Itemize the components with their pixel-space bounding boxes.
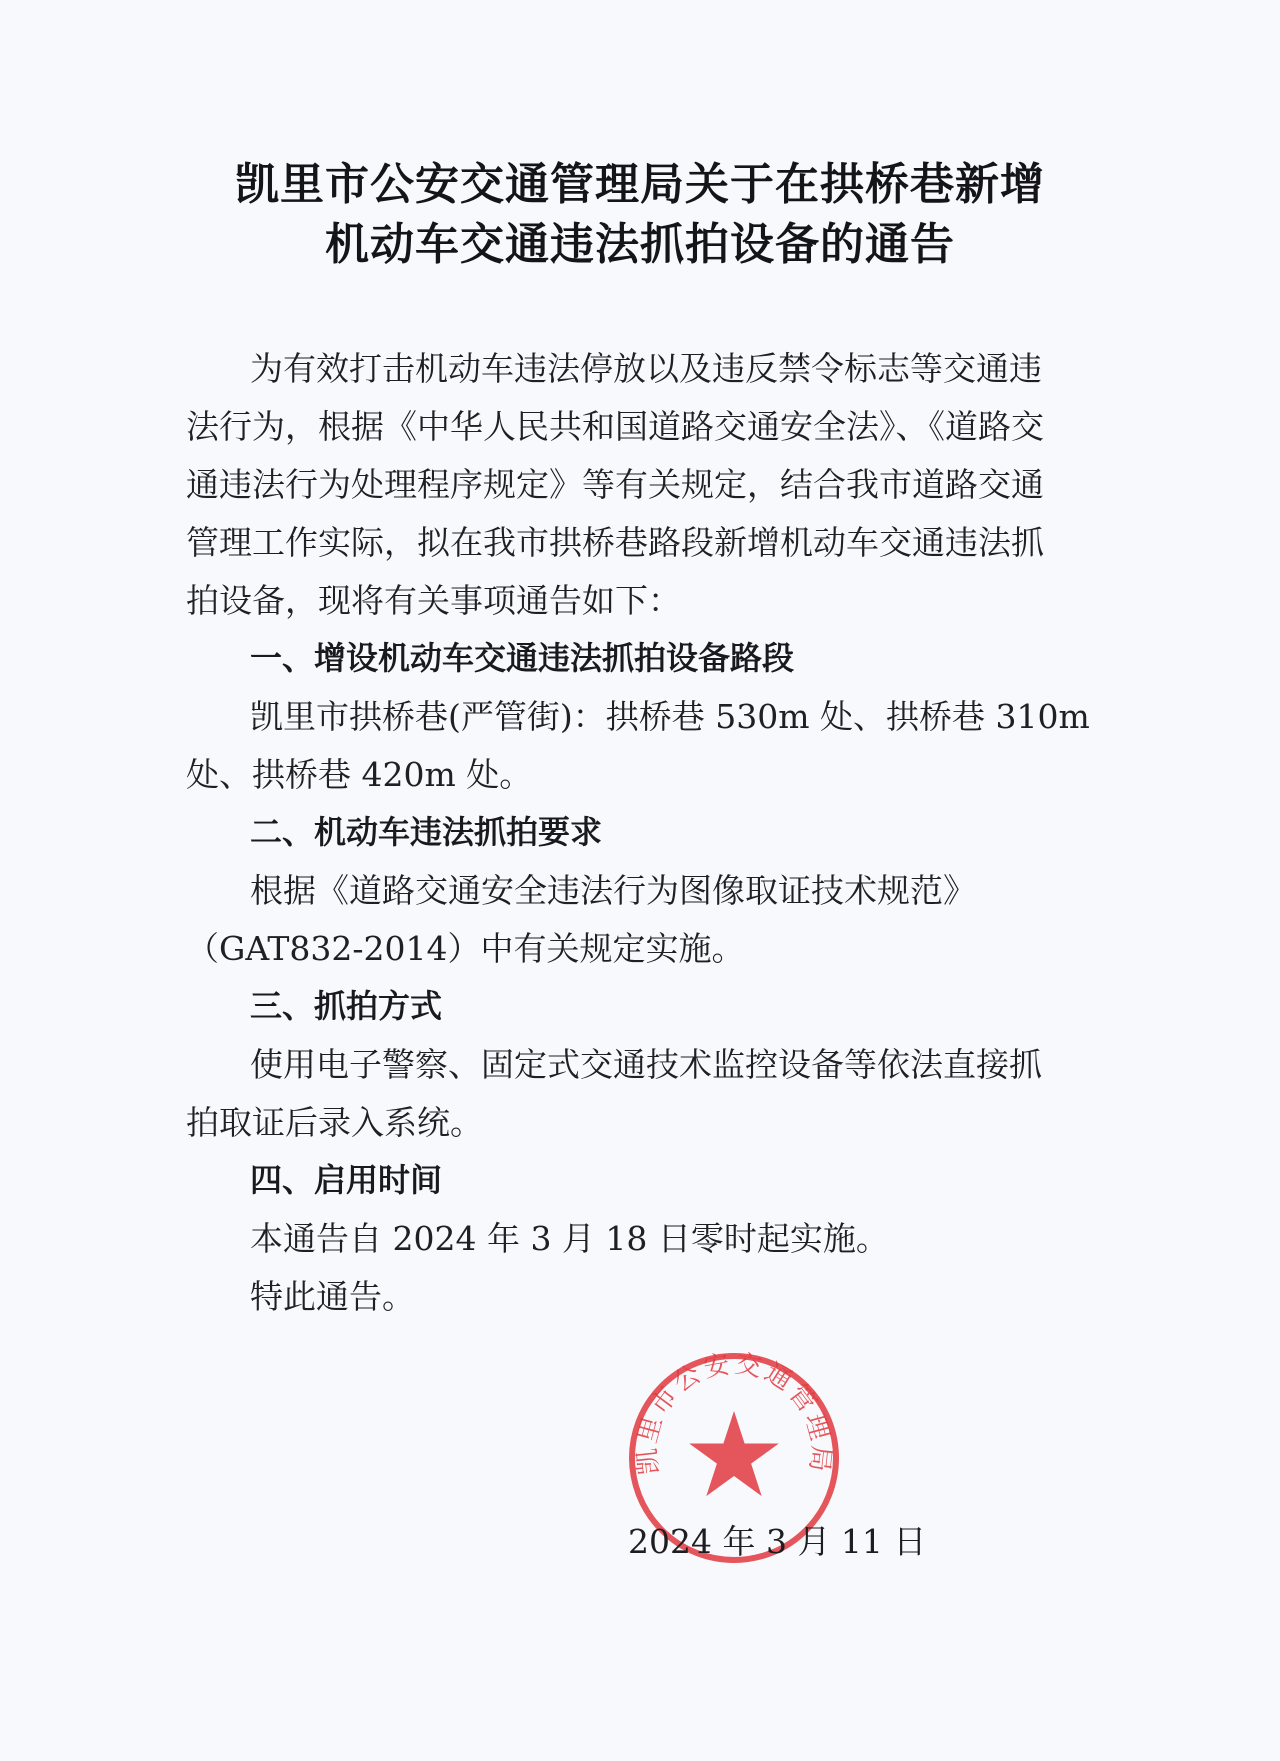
section-2-line-2: （GAT832-2014）中有关规定实施。 <box>186 929 745 968</box>
section-1-line-1: 凯里市拱桥巷(严管街)：拱桥巷 530m 处、拱桥巷 310m <box>250 697 1090 736</box>
intro-line-1: 为有效打击机动车违法停放以及违反禁令标志等交通违 <box>250 349 1042 388</box>
seal-text: 凯里市公安交通管理局 <box>632 1349 836 1477</box>
document-title-line-1: 凯里市公安交通管理局关于在拱桥巷新增 <box>235 159 1045 210</box>
section-1-heading: 一、增设机动车交通违法抓拍设备路段 <box>250 639 795 677</box>
seal-star-icon <box>689 1411 779 1496</box>
section-2-heading: 二、机动车违法抓拍要求 <box>250 813 603 851</box>
section-1-line-2: 处、拱桥巷 420m 处。 <box>186 755 533 794</box>
intro-line-5: 拍设备，现将有关事项通告如下： <box>186 581 681 620</box>
intro-line-2: 法行为，根据《中华人民共和国道路交通安全法》、《道路交 <box>186 407 1044 446</box>
document-title-line-2: 机动车交通违法抓拍设备的通告 <box>325 219 955 270</box>
document-date: 2024 年 3 月 11 日 <box>628 1522 927 1561</box>
section-2-line-1: 根据《道路交通安全违法行为图像取证技术规范》 <box>250 871 976 910</box>
section-4-line-1: 本通告自 2024 年 3 月 18 日零时起实施。 <box>250 1219 889 1258</box>
section-4-heading: 四、启用时间 <box>250 1161 443 1199</box>
section-3-line-1: 使用电子警察、固定式交通技术监控设备等依法直接抓 <box>250 1045 1042 1084</box>
section-3-heading: 三、抓拍方式 <box>250 987 443 1025</box>
closing-text: 特此通告。 <box>250 1277 415 1316</box>
section-3-line-2: 拍取证后录入系统。 <box>186 1103 483 1142</box>
intro-line-3: 通违法行为处理程序规定》等有关规定，结合我市道路交通 <box>186 465 1044 504</box>
intro-line-4: 管理工作实际，拟在我市拱桥巷路段新增机动车交通违法抓 <box>186 523 1044 562</box>
